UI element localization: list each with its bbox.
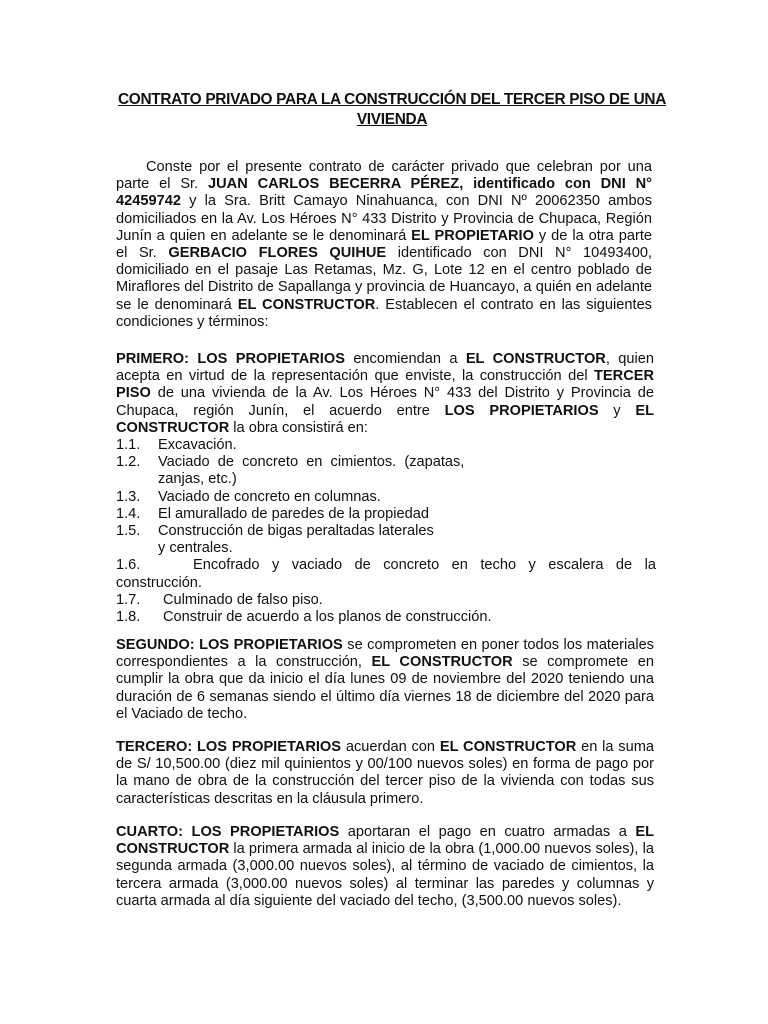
list-item	[116, 592, 656, 609]
list-item-text: zanjas, etc.)	[158, 471, 237, 488]
segundo-text-1: se comprometen en poner todos los materiales correspondientes a la construcción,	[116, 637, 654, 671]
list-item	[116, 437, 656, 454]
list-item-continuation	[116, 471, 656, 488]
tercero-text-2: en la suma de S/ 10,500.00 (diez mil quinientos y 00/100 nuevos soles) en forma de pago por la mano de obra de la construcción del tercer piso de la vivienda con todas sus características descritas en la cláusula primero.	[116, 739, 654, 807]
list-item-number: 1.8.	[116, 609, 141, 626]
primero-text-3: de una vivienda de la Av. Los Héroes N° 433 del Distrito y Provincia de Chupaca, región Junín, el acuerdo entre	[116, 385, 654, 419]
cuarto-heading: CUARTO: LOS PROPIETARIOS	[116, 824, 340, 840]
tercero-text-1: acuerdan con	[341, 739, 440, 755]
list-item-number: 1.6.	[116, 557, 141, 574]
list-item-number: 1.7.	[116, 591, 141, 608]
primero-text-5: la obra consistirá en:	[229, 419, 368, 436]
primero-bold-2: EL CONSTRUCTOR	[465, 351, 606, 367]
list-item-text: Culminado de falso piso.	[163, 591, 323, 608]
primero-text-4: y	[598, 402, 636, 419]
primero-bold-3: TERCER PISO	[116, 368, 654, 402]
list-item-number: 1.2.	[116, 454, 141, 471]
clause-tercero	[116, 739, 654, 808]
cuarto-text-2: la primera armada al inicio de la obra (1,000.00 nuevos soles), la segunda armada (3,000.00 nuevos soles), al término de vaciado de cimientos, la tercera armada (3,000.00 nuevos soles) al terminar las paredes y columnas y cuarta armada al día siguiente del vaciado del techo, (3,500.00 nuevos soles).	[116, 841, 654, 909]
list-item	[116, 523, 656, 540]
clause-cuarto	[116, 824, 654, 910]
segundo-heading: SEGUNDO: LOS PROPIETARIOS	[116, 637, 343, 653]
cuarto-bold-2: EL CONSTRUCTOR	[116, 824, 655, 858]
tercero-heading: TERCERO: LOS PROPIETARIOS	[116, 739, 342, 755]
primero-text-1: encomiendan a	[344, 351, 466, 367]
list-item-number: 1.4.	[116, 505, 141, 522]
segundo-bold-2: EL CONSTRUCTOR	[371, 654, 513, 671]
list-item	[116, 489, 656, 506]
list-item	[116, 557, 656, 574]
list-item-continuation	[116, 540, 656, 557]
document-title: CONTRATO PRIVADO PARA LA CONSTRUCCIÓN DEL TERCER PISO DE UNA VIVIENDA	[117, 91, 667, 128]
intro-text-3: y de la otra parte el Sr.	[116, 227, 652, 262]
list-item-text: El amurallado de paredes de la propiedad	[158, 505, 429, 522]
clause-segundo	[116, 637, 654, 723]
list-item-number: 1.5.	[116, 523, 141, 540]
list-item-text: Encofrado y vaciado de concreto en techo y escalera de la	[193, 557, 656, 574]
intro-text-2: y la Sra. Britt Camayo Ninahuanca, con DNI Nº 20062350 ambos domiciliados en la Av. Los Héroes N° 433 Distrito y Provincia de Chupaca, Región Junín a quien en adelante se le denominará	[116, 193, 652, 244]
primero-heading: PRIMERO: LOS PROPIETARIOS	[116, 351, 345, 367]
list-item	[116, 454, 656, 471]
list-item-text: construcción.	[116, 574, 202, 591]
list-item-text: Vaciado de concreto en cimientos. (zapatas,	[158, 454, 465, 471]
list-item-text: y centrales.	[158, 540, 233, 557]
list-item-number: 1.1.	[116, 437, 141, 453]
intro-bold-3: GERBACIO FLORES QUIHUE	[168, 245, 387, 262]
intro-paragraph	[116, 159, 652, 331]
works-list	[116, 437, 656, 626]
intro-text-1: Conste por el presente contrato de carácter privado que celebran por una parte el Sr.	[116, 159, 652, 193]
intro-text-5: . Establecen el contrato en las siguientes condiciones y términos:	[116, 296, 652, 330]
list-item-text: Construcción de bigas peraltadas laterales	[158, 523, 434, 540]
intro-bold-2: EL PROPIETARIO	[411, 227, 534, 244]
list-item-number: 1.3.	[116, 488, 141, 505]
tercero-bold-2: EL CONSTRUCTOR	[439, 739, 577, 755]
cuarto-text-1: aportaran el pago en cuatro armadas a	[339, 824, 636, 840]
primero-text-2: , quien acepta en virtud de la representación que enviste, la construcción del	[116, 351, 654, 385]
primero-bold-4: LOS PROPIETARIOS	[444, 402, 599, 419]
list-item	[116, 506, 656, 523]
intro-bold-1: JUAN CARLOS BECERRA PÉREZ, identificado con DNI N° 42459742	[116, 176, 652, 210]
intro-bold-4: EL CONSTRUCTOR	[237, 296, 376, 313]
clause-primero	[116, 351, 654, 437]
list-item-text: Excavación.	[158, 437, 237, 453]
primero-bold-5: EL CONSTRUCTOR	[116, 402, 654, 436]
segundo-text-2: se compromete en cumplir la obra que da inicio el día lunes 09 de noviembre del 2020 teniendo una duración de 6 semanas siendo el último día viernes 18 de diciembre del 2020 para el Vaciado de techo.	[116, 654, 654, 722]
list-item-text: Vaciado de concreto en columnas.	[158, 488, 381, 505]
list-item-continuation	[116, 575, 656, 592]
intro-text-4: identificado con DNI N° 10493400, domiciliado en el pasaje Las Retamas, Mz. G, Lote 12 en el centro poblado de Miraflores del Distrito de Sapallanga y provincia de Huancayo, a quién en adelante se le denominará	[116, 245, 652, 313]
list-item-text: Construir de acuerdo a los planos de construcción.	[163, 609, 492, 626]
list-item	[116, 609, 656, 626]
